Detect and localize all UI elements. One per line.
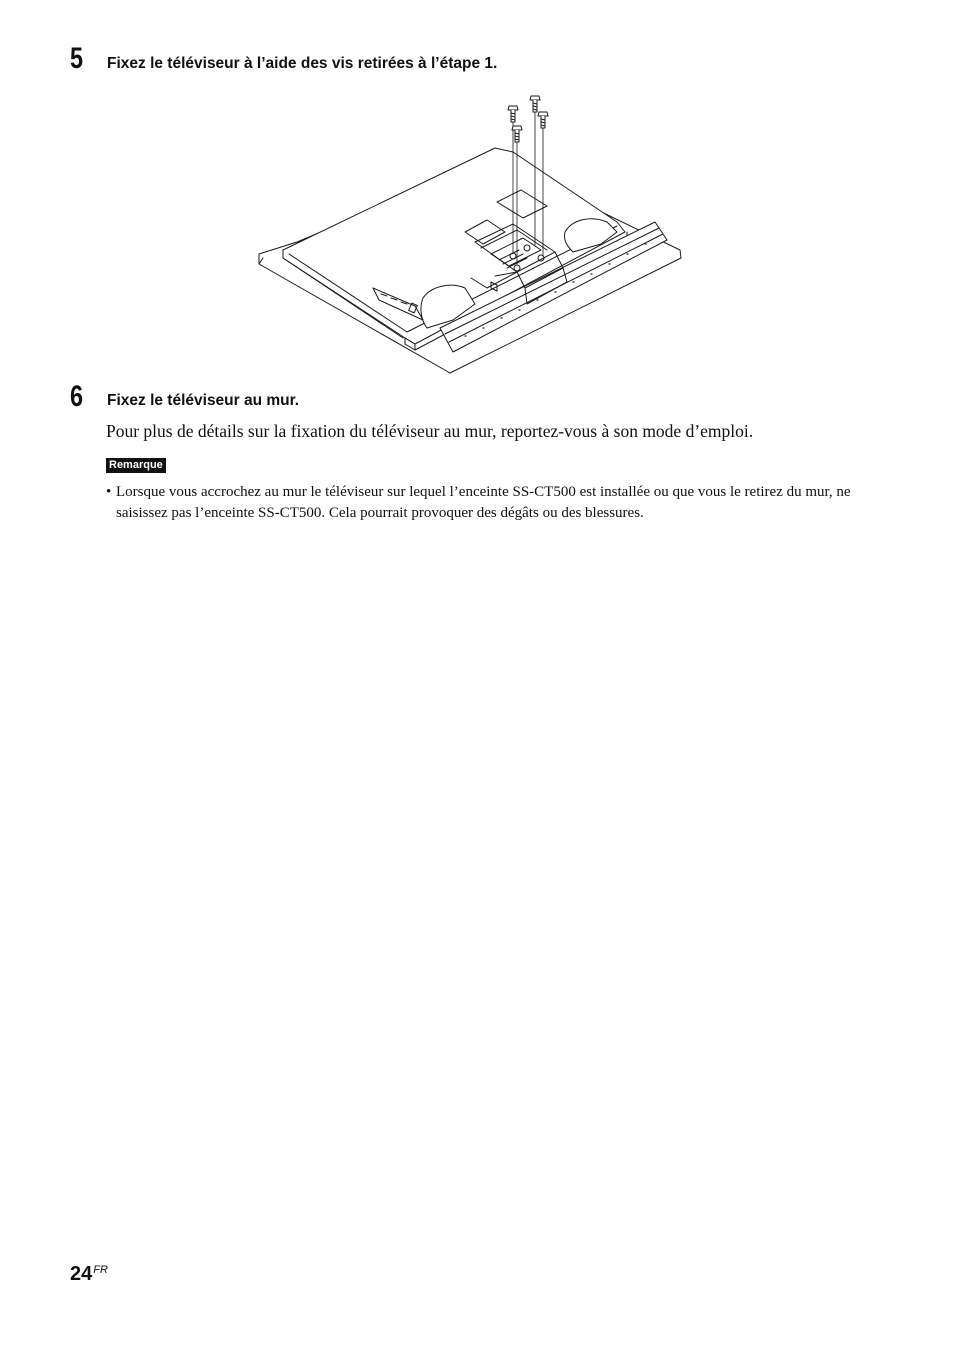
page-number [70,1258,108,1286]
note-list [106,482,866,524]
step-6-body: Pour plus de détails sur la fixation du téléviseur au mur, reportez-vous à son mode d’emploi. [106,421,754,441]
page-number-value: 24 [70,1263,93,1285]
step-5-number: 5 [70,42,84,75]
screws [508,96,548,142]
note-label: Remarque [106,458,166,473]
step-6-number: 6 [70,380,84,413]
step-6-heading: Fixez le téléviseur au mur. [107,392,300,409]
step-5-heading: Fixez le téléviseur à l’aide des vis retirées à l’étape 1. [107,55,498,72]
page-language-suffix: FR [93,1264,108,1276]
tv-wall-mount-screws-illustration [255,92,687,377]
note-item: • Lorsque vous accrochez au mur le téléviseur sur lequel l’enceinte SS-CT500 est installée ou que vous le retirez du mur, ne saisissez pas l’enceinte SS-CT500. Cela pourrait provoquer des dégâts ou des blessures. [106,482,866,524]
